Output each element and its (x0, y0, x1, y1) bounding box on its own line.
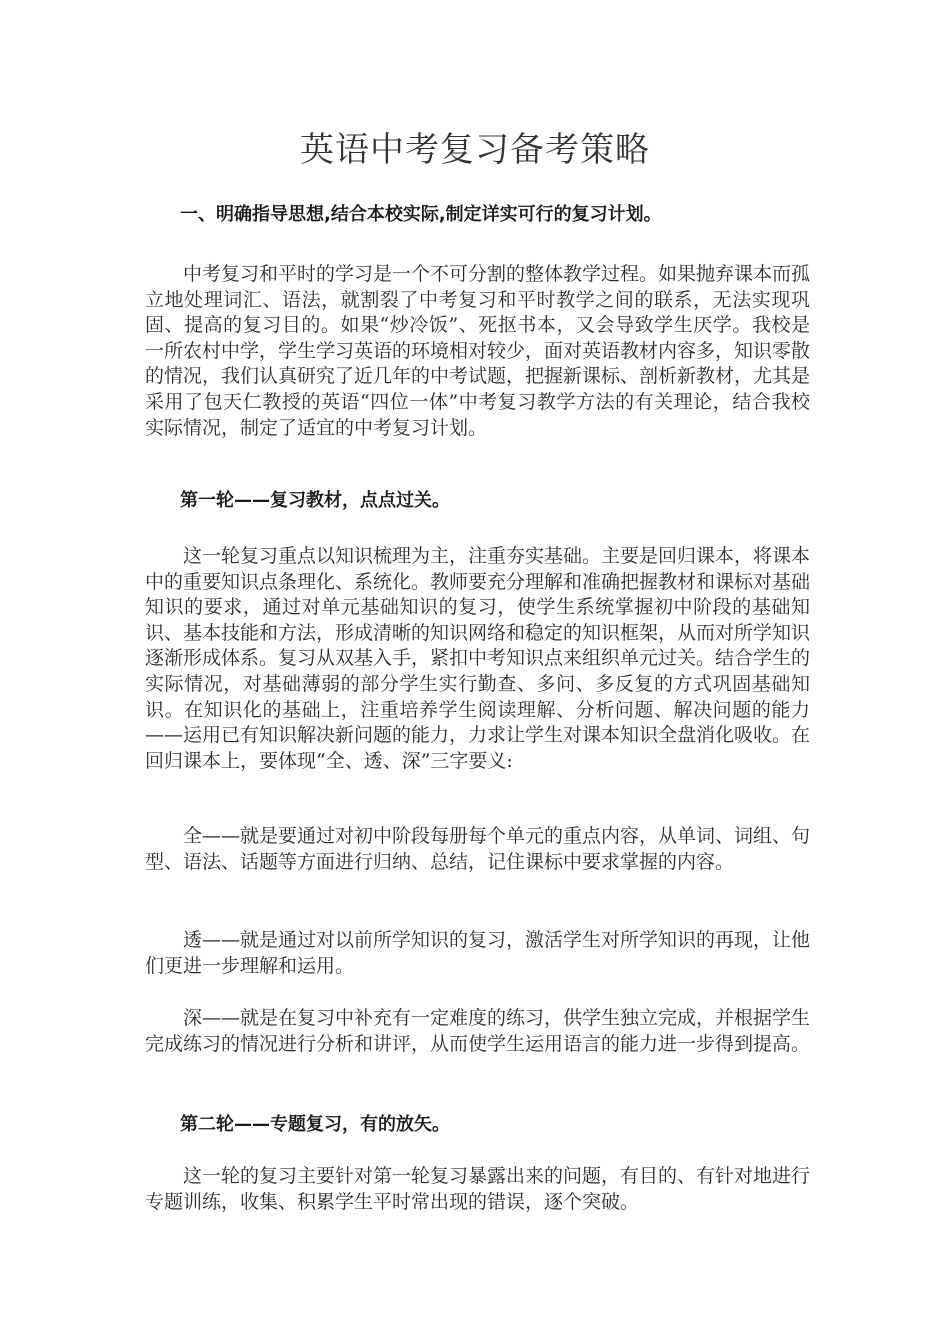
section-heading: 一、明确指导思想,结合本校实际,制定详实可行的复习计划。 (180, 204, 662, 225)
page-title: 英语中考复习备考策略 (300, 130, 650, 170)
tou-paragraph: 透——就是通过对以前所学知识的复习，激活学生对所学知识的再现，让他们更进一步理解和运用。 (145, 929, 811, 977)
round1-paragraph: 这一轮复习重点以知识梳理为主，注重夯实基础。主要是回归课本，将课本中的重要知识点条理化、系统化。教师要充分理解和准确把握教材和课标对基础知识的要求，通过对单元基础知识的复习，使学生系统掌握初中阶段的基础知识、基本技能和方法，形成清晰的知识网络和稳定的知识框架，从而对所学知识逐渐形成体系。复习从双基入手，紧扣中考知识点来组织单元过关。结合学生的实际情况，对基础薄弱的部分学生实行勤查、多问、多反复的方式巩固基础知识。在知识化的基础上，注重培养学生阅读理解、分析问题、解决问题的能力——运用已有知识解决新问题的能力，力求让学生对课本知识全盘消化吸收。在回归课本上，要体现“全、透、深”三字要义: (145, 545, 811, 772)
round2-paragraph: 这一轮的复习主要针对第一轮复习暴露出来的问题，有目的、有针对地进行专题训练，收集、积累学生平时常出现的错误，逐个突破。 (145, 1165, 811, 1213)
quan-paragraph: 全——就是要通过对初中阶段每册每个单元的重点内容，从单词、词组、句型、语法、话题等方面进行归纳、总结，记住课标中要求掌握的内容。 (145, 825, 811, 873)
round1-heading: 第一轮——复习教材，点点过关。 (180, 490, 450, 511)
round2-heading: 第二轮——专题复习，有的放矢。 (180, 1114, 450, 1135)
intro-paragraph: 中考复习和平时的学习是一个不可分割的整体教学过程。如果抛弃课本而孤立地处理词汇、语法，就割裂了中考复习和平时教学之间的联系，无法实现巩固、提高的复习目的。如果“炒冷饭”、死抠书本，又会导致学生厌学。我校是一所农村中学，学生学习英语的环境相对较少，面对英语教材内容多，知识零散的情况，我们认真研究了近几年的中考试题，把握新课标、剖析新教材，尤其是采用了包天仁教授的英语“四位一体”中考复习教学方法的有关理论，结合我校实际情况，制定了适宜的中考复习计划。 (145, 263, 811, 439)
shen-paragraph: 深——就是在复习中补充有一定难度的练习，供学生独立完成，并根据学生完成练习的情况进行分析和讲评，从而使学生运用语言的能力进一步得到提高。 (145, 1007, 811, 1055)
